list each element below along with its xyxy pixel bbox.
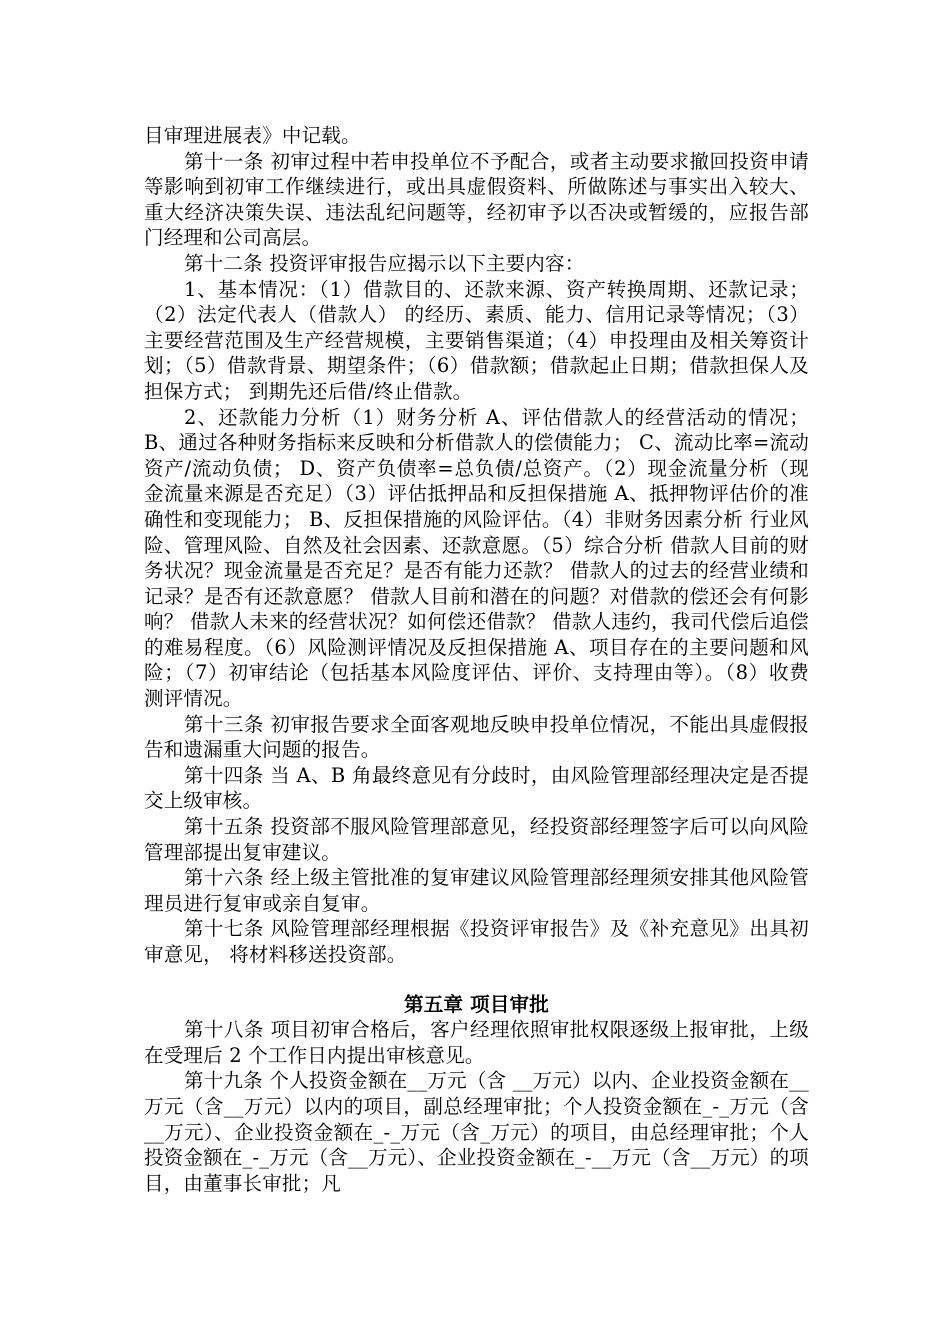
article-11: 第十一条 初审过程中若申投单位不予配合，或者主动要求撤回投资申请等影响到初审工作继续进行，或出具虚假资料、所做陈述与事实出入较大、重大经济决策失误、违法乱纪问题等，经初审予以否决或暂缓的，应报告部门经理和公司高层。 <box>144 149 809 250</box>
document-body <box>144 123 809 1196</box>
article-14: 第十四条 当 A、B 角最终意见有分歧时，由风险管理部经理决定是否提交上级审核。 <box>144 763 809 813</box>
article-18: 第十八条 项目初审合格后，客户经理依照审批权限逐级上报审批，上级在受理后 2 个工作日内提出审核意见。 <box>144 1018 809 1067</box>
article-12-item-2: 2、还款能力分析（1）财务分析 A、评估借款人的经营活动的情况； B、通过各种财务指标来反映和分析借款人的偿债能力； C、流动比率=流动资产/流动负债； D、资产负债率=总负债/总资产。（2）现金流量分析（现金流量来源是否充足）（3）评估抵押品和反担保措施 A、抵押物评估价的准确性和变现能力； B、反担保措施的风险评估。（4）非财务因素分析 行业风险、管理风险、自然及社会因素、还款意愿。（5）综合分析 借款人目前的财务状况？现金流量是否充足？是否有能力还款？ 借款人的过去的经营业绩和记录？是否有还款意愿？ 借款人目前和潜在的问题？对借款的偿还会有何影响？ 借款人未来的经营状况？如何偿还借款？ 借款人违约，我司代偿后追偿的难易程度。（6）风险测评情况及反担保措施 A、项目存在的主要问题和风险；（7）初审结论（包括基本风险度评估、评价、支持理由等）。（8）收费测评情况。 <box>144 405 809 711</box>
article-19: 第十九条 个人投资金额在__万元（含 __万元）以内、企业投资金额在__万元（含__万元）以内的项目，副总经理审批；个人投资金额在_-_万元（含__万元）、企业投资金额在_-_万元（含_万元）的项目，由总经理审批；个人投资金额在_-_万元（含__万元）、企业投资金额在_-__万元（含__万元）的项目，由董事长审批；凡 <box>144 1069 809 1195</box>
chapter-heading: 第五章 项目审批 <box>404 992 549 1016</box>
article-12-item-1: 1、基本情况：（1）借款目的、还款来源、资产转换周期、还款记录；（2）法定代表人（借款人） 的经历、素质、能力、信用记录等情况；（3）主要经营范围及生产经营规模，主要销售渠道；（4）申投理由及相关筹资计划；（5）借款背景、期望条件；（6）借款额；借款起止日期；借款担保人及担保方式； 到期先还后借/终止借款。 <box>144 277 809 403</box>
article-17: 第十七条 风险管理部经理根据《投资评审报告》及《补充意见》出具初审意见， 将材料移送投资部。 <box>144 917 809 966</box>
article-15: 第十五条 投资部不服风险管理部意见，经投资部经理签字后可以向风险管理部提出复审建议。 <box>144 815 809 864</box>
article-12: 第十二条 投资评审报告应揭示以下主要内容： <box>184 251 585 275</box>
article-16: 第十六条 经上级主管批准的复审建议风险管理部经理须安排其他风险管理员进行复审或亲自复审。 <box>144 866 809 915</box>
article-13: 第十三条 初审报告要求全面客观地反映申投单位情况，不能出具虚假报告和遗漏重大问题的报告。 <box>144 712 809 762</box>
paragraph-continuation: 目审理进展表》中记载。 <box>144 124 361 147</box>
